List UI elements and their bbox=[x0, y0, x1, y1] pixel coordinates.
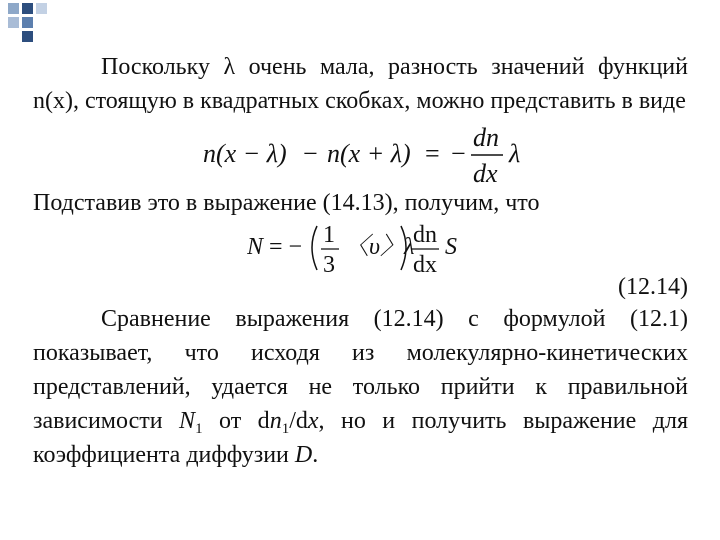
formula1-lambda: λ bbox=[509, 139, 521, 168]
corner-decoration bbox=[0, 0, 60, 44]
decor-square bbox=[22, 3, 33, 14]
formula1-numerator: dn bbox=[473, 123, 499, 152]
formula1-equals: = bbox=[425, 139, 440, 168]
symbol-x: x bbox=[307, 408, 319, 434]
decor-square bbox=[22, 17, 33, 28]
symbol-D: D bbox=[294, 442, 313, 468]
formula1-rhs-sign: − bbox=[451, 139, 466, 168]
symbol-n-subscript: 1 bbox=[281, 421, 290, 437]
formula2-frac-den: 3 bbox=[323, 252, 335, 274]
formula1-term-second: n(x + λ) bbox=[327, 139, 411, 168]
formula2-mid: 〈υ〉λ bbox=[345, 234, 415, 260]
formula2-frac-num: 1 bbox=[323, 222, 335, 248]
paragraph-comparison bbox=[33, 302, 688, 472]
formula-flux bbox=[33, 220, 688, 274]
decor-square bbox=[22, 31, 33, 42]
formula1-minus: − bbox=[303, 139, 318, 168]
paragraph3-middle: от d bbox=[202, 408, 270, 434]
paragraph-lambda-small: Поскольку λ очень мала, разность значений функций n(x), стоящую в квадратных скобках, можно представить в виде bbox=[33, 54, 688, 114]
formula1-term-first: n(x − λ) bbox=[203, 139, 287, 168]
paragraph3-after: , но и получить выражение для коэффициента диффузии bbox=[33, 408, 689, 468]
symbol-n: n bbox=[269, 408, 282, 434]
formula2-left-paren bbox=[312, 226, 317, 270]
decor-square bbox=[8, 3, 19, 14]
symbol-N-subscript: 1 bbox=[195, 421, 203, 437]
symbol-N: N bbox=[179, 408, 196, 434]
formula2-equals: = − bbox=[269, 234, 303, 260]
formula2-tail: S bbox=[445, 234, 457, 260]
formula2-deriv-num: dn bbox=[413, 222, 437, 248]
slide-body bbox=[33, 50, 688, 472]
paragraph3-intro: Сравнение выражения (12.14) с формулой (12.1) показывает, что исходя из молекулярно-кинетических представлений, удается не только прийти к правильной зависимости bbox=[33, 306, 688, 434]
formula2-lhs: N bbox=[247, 234, 264, 260]
equation-number: (12.14) bbox=[618, 274, 688, 300]
formula-difference bbox=[33, 118, 688, 186]
formula1-denominator: dx bbox=[473, 159, 498, 186]
formula-flux-svg bbox=[247, 220, 547, 274]
paragraph3-slash: /d bbox=[289, 408, 308, 434]
paragraph-substitute: Подставив это в выражение (14.13), получим, что bbox=[33, 190, 540, 216]
formula-difference-svg bbox=[203, 118, 573, 186]
formula2-deriv-den: dx bbox=[413, 252, 437, 274]
decor-square bbox=[36, 3, 47, 14]
paragraph3-period: . bbox=[312, 442, 319, 468]
decor-square bbox=[8, 17, 19, 28]
